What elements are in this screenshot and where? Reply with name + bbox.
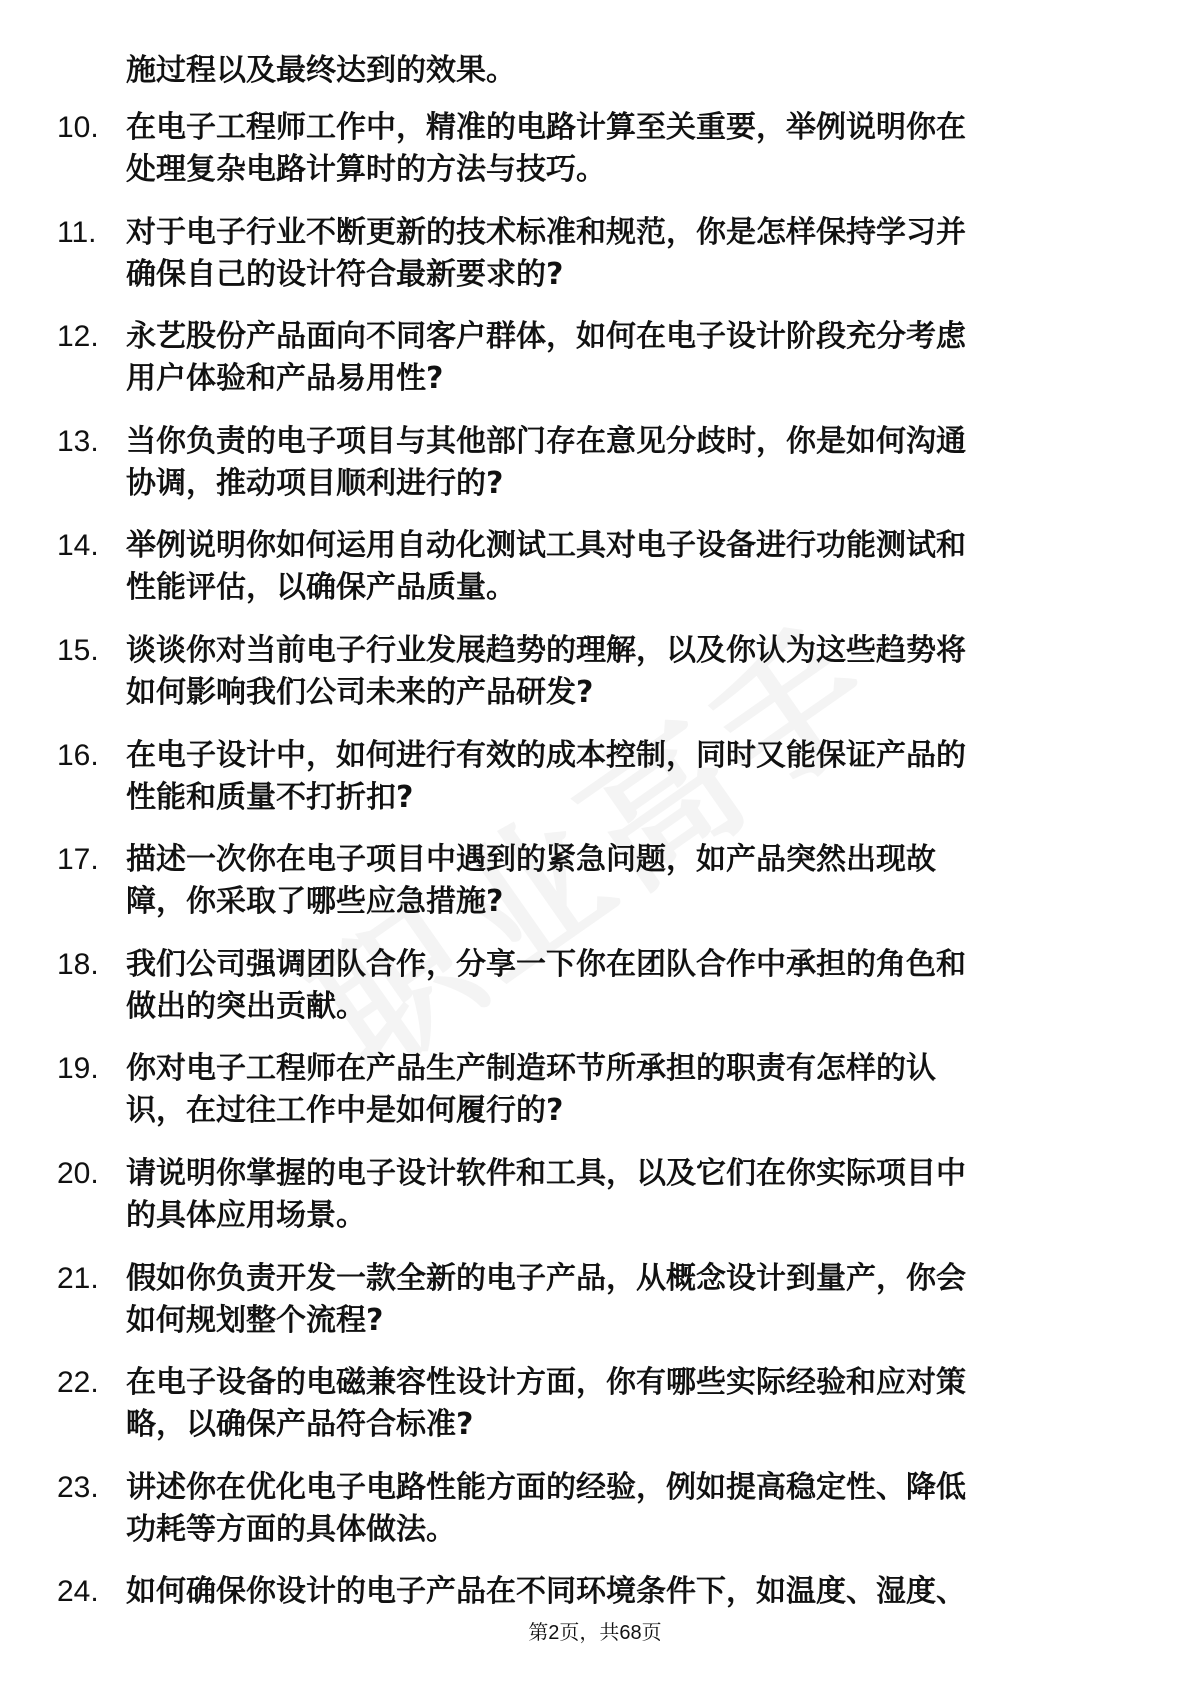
- question-text-line: 谈谈你对当前电子行业发展趋势的理解，以及你认为这些趋势将: [126, 632, 966, 668]
- question-list: [0, 107, 1190, 1676]
- question-number: 14.: [57, 529, 99, 563]
- question-number: 10.: [57, 111, 99, 144]
- question-text-line: 举例说明你如何运用自动化测试工具对电子设备进行功能测试和: [126, 528, 966, 564]
- question-item: [0, 107, 1190, 191]
- question-item: [0, 944, 1190, 1028]
- question-text-line: 当你负责的电子项目与其他部门存在意见分歧时，你是如何沟通: [126, 423, 966, 459]
- question-text-line: 我们公司强调团队合作，分享一下你在团队合作中承担的角色和: [126, 946, 966, 982]
- question-number: 12.: [57, 320, 99, 354]
- question-item: [0, 1258, 1190, 1342]
- question-number: 13.: [57, 424, 99, 458]
- question-text-line: 如何确保你设计的电子产品在不同环境条件下，如温度、湿度、: [126, 1574, 966, 1610]
- question-text-line: 性能和质量不打折扣?: [126, 779, 414, 815]
- question-text-line: 障，你采取了哪些应急措施?: [126, 884, 504, 920]
- question-item: [0, 316, 1190, 400]
- question-text-line: 假如你负责开发一款全新的电子产品，从概念设计到量产，你会: [126, 1260, 966, 1296]
- question-text-line: 在电子设备的电磁兼容性设计方面，你有哪些实际经验和应对策: [126, 1365, 966, 1401]
- question-number: 18.: [57, 947, 99, 981]
- question-text-line: 用户体验和产品易用性?: [126, 361, 444, 397]
- question-text-line: 的具体应用场景。: [126, 1197, 366, 1233]
- question-item: [0, 630, 1190, 714]
- question-text-line: 确保自己的设计符合最新要求的?: [126, 256, 564, 292]
- question-text-line: 如何影响我们公司未来的产品研发?: [126, 674, 594, 710]
- question-text-line: 描述一次你在电子项目中遇到的紧急问题，如产品突然出现故: [126, 842, 936, 878]
- question-text-line: 识，在过往工作中是如何履行的?: [126, 1093, 564, 1129]
- question-number: 15.: [57, 633, 99, 667]
- question-number: 24.: [57, 1575, 99, 1609]
- question-number: 11.: [57, 215, 97, 249]
- question-text-line: 处理复杂电路计算时的方法与技巧。: [126, 152, 606, 187]
- question-item: [0, 1362, 1190, 1446]
- question-number: 17.: [57, 843, 99, 877]
- question-number: 22.: [57, 1366, 99, 1400]
- continuation-text: 施过程以及最终达到的效果。: [126, 53, 516, 88]
- question-text-line: 永艺股份产品面向不同客户群体，如何在电子设计阶段充分考虑: [126, 319, 966, 355]
- question-text-line: 做出的突出贡献。: [126, 988, 366, 1024]
- question-item: [0, 839, 1190, 923]
- question-item: [0, 421, 1190, 505]
- question-number: 21.: [57, 1261, 99, 1295]
- question-item: [0, 1048, 1190, 1132]
- question-item: [0, 212, 1190, 296]
- question-text-line: 你对电子工程师在产品生产制造环节所承担的职责有怎样的认: [126, 1051, 936, 1087]
- question-number: 20.: [57, 1156, 99, 1190]
- question-text-line: 在电子设计中，如何进行有效的成本控制，同时又能保证产品的: [126, 737, 966, 773]
- question-text-line: 如何规划整个流程?: [126, 1302, 384, 1338]
- question-text-line: 讲述你在优化电子电路性能方面的经验，例如提高稳定性、降低: [126, 1469, 966, 1505]
- page-footer: 第2页，共68页: [528, 1622, 662, 1644]
- question-item: [0, 525, 1190, 609]
- question-text-line: 功耗等方面的具体做法。: [126, 1511, 456, 1547]
- question-number: 19.: [57, 1052, 99, 1086]
- question-text-line: 请说明你掌握的电子设计软件和工具，以及它们在你实际项目中: [126, 1155, 966, 1191]
- question-text-line: 性能评估，以确保产品质量。: [126, 570, 516, 606]
- question-item: [0, 1153, 1190, 1237]
- question-text-line: 对于电子行业不断更新的技术标准和规范，你是怎样保持学习并: [126, 214, 966, 250]
- question-item: [0, 1467, 1190, 1551]
- question-item: [0, 735, 1190, 819]
- question-number: 16.: [57, 738, 99, 772]
- question-number: 23.: [57, 1470, 99, 1504]
- question-text-line: 在电子工程师工作中，精准的电路计算至关重要，举例说明你在: [126, 110, 966, 145]
- question-text-line: 协调，推动项目顺利进行的?: [126, 465, 504, 501]
- question-text-line: 略，以确保产品符合标准?: [126, 1407, 474, 1443]
